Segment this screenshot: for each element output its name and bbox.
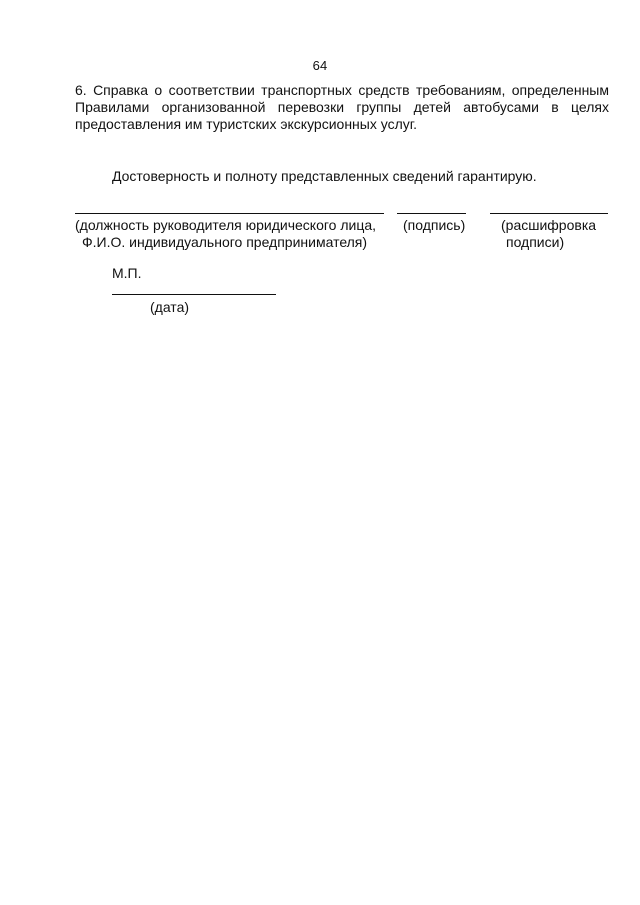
position-signature-line [75, 213, 384, 214]
date-line [112, 294, 276, 295]
guarantee-statement: Достоверность и полноту представленных сведений гарантирую. [112, 168, 537, 184]
decoding-caption: подписи) [506, 234, 565, 250]
position-caption: Ф.И.О. индивидуального предпринимателя) [82, 234, 368, 250]
page-number: 64 [312, 58, 328, 73]
seal-label: М.П. [112, 265, 142, 281]
paragraph-line: предоставления им туристских экскурсионных услуг. [75, 116, 418, 132]
signature-decoding-line [490, 213, 608, 214]
paragraph-line: 6. Справка о соответствии транспортных средств требованиям, определенным [75, 82, 609, 98]
paragraph-line: Правилами организованной перевозки группы детей автобусами в целях [75, 99, 609, 115]
signature-line [397, 213, 466, 214]
item-6-paragraph [75, 82, 609, 133]
signature-caption: (подпись) [403, 217, 466, 233]
position-caption: (должность руководителя юридического лица, [75, 217, 377, 233]
decoding-caption: (расшифровка [501, 217, 597, 233]
date-caption: (дата) [150, 299, 190, 315]
